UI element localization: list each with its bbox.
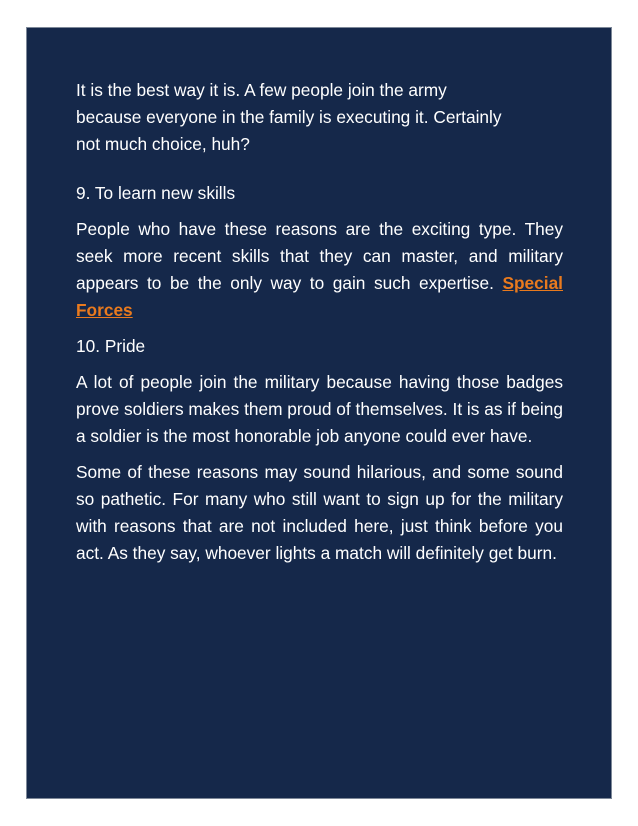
- section-9-paragraph: [76, 216, 563, 324]
- section-10-heading: 10. Pride: [76, 336, 146, 356]
- section-10-paragraph: A lot of people join the military because having those badges prove soldiers makes them proud of themselves. It is as if being a soldier is the most honorable job anyone could ever have.: [76, 372, 563, 446]
- intro-paragraph: [76, 77, 563, 158]
- intro-line-2: because everyone in the family is executing it. Certainly: [76, 107, 502, 127]
- intro-line-1: It is the best way it is. A few people join the army: [76, 80, 447, 100]
- section-9-heading: 9. To learn new skills: [76, 183, 236, 203]
- section-9-body: People who have these reasons are the exciting type. They seek more recent skills that they can master, and military appears to be the only way to gain such expertise.: [76, 219, 563, 293]
- dark-content-panel: [26, 27, 612, 799]
- document-body: [76, 77, 563, 567]
- intro-line-3: not much choice, huh?: [76, 134, 250, 154]
- closing-paragraph: Some of these reasons may sound hilarious, and some sound so pathetic. For many who still want to sign up for the military with reasons that are not included here, just think before you act. As they say, whoever lights a match will definitely get burn.: [76, 462, 563, 563]
- special-forces-link[interactable]: Special Forces: [76, 273, 563, 320]
